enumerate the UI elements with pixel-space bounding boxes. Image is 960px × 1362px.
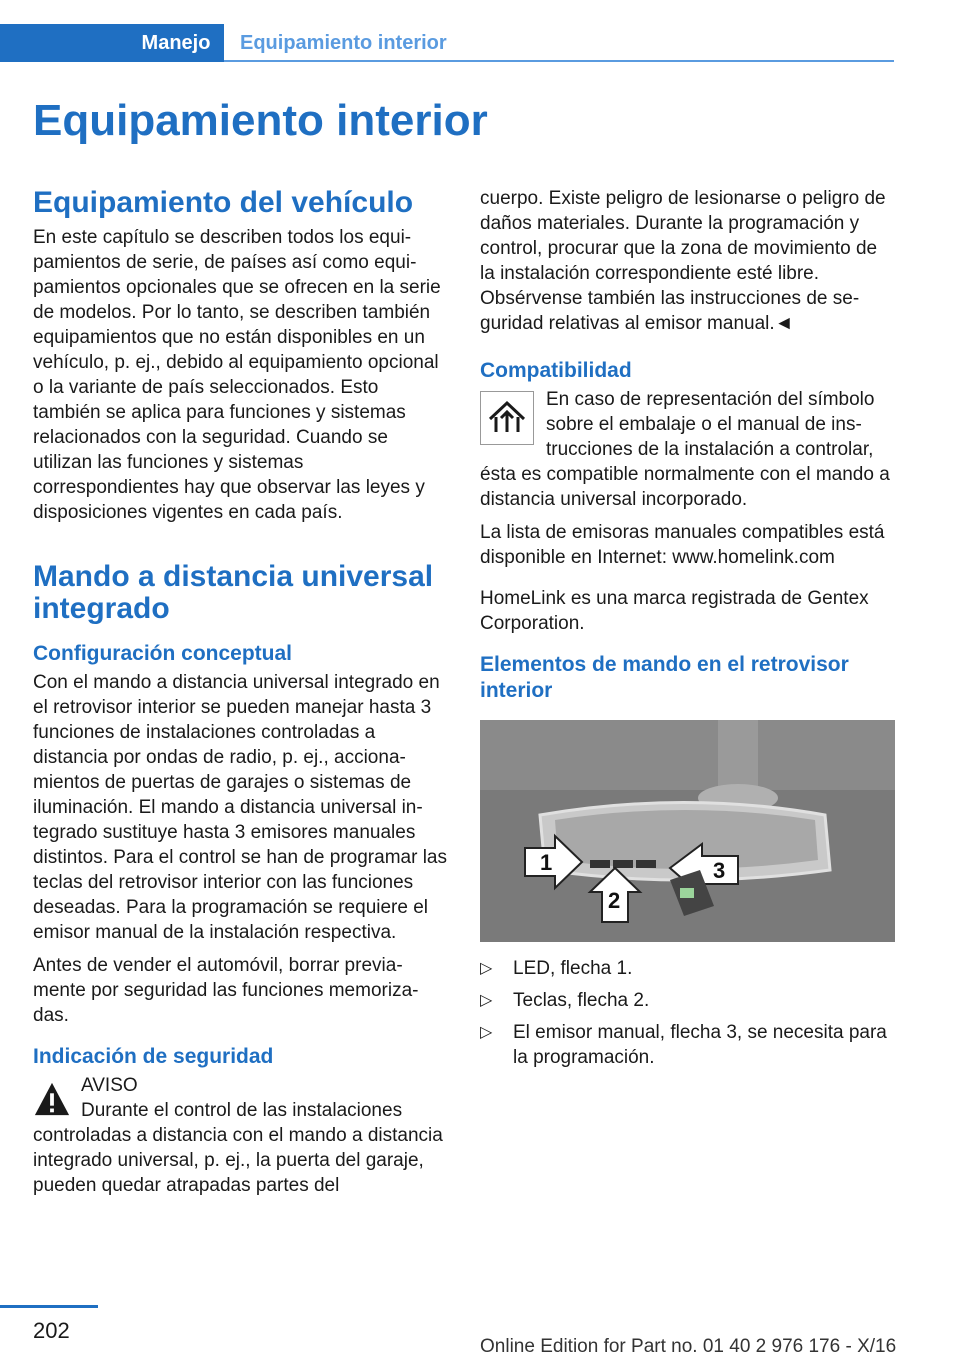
heading-mirror-controls: Elementos de mando en el retrovisor interior [480, 653, 849, 702]
warning-label: AVISO [81, 1075, 138, 1096]
warning-block [33, 1073, 447, 1198]
paragraph-compatible-list: La lista de emisoras manuales compatibles está disponible en Internet: www.homelink.com [480, 522, 885, 568]
header-bar [0, 24, 128, 62]
triangle-bullet-icon: ▷ [480, 992, 493, 1009]
bullet-list [480, 956, 895, 1070]
triangle-bullet-icon: ▷ [480, 960, 493, 977]
page-title: Equipamiento interior [33, 96, 488, 145]
callout-1: 1 [540, 850, 553, 875]
paragraph-concept: Con el mando a distancia universal integrado en el retrovisor interior se pueden manejar hasta 3 funciones de instalaciones controladas a distancia por ondas de radio, p. ej., accionamientos de puertas de garajes o sistemas de iluminación. El mando a distancia universal integrado sustituye hasta 3 emisores manuales distintos. Para el control se han de programar las teclas del retrovisor interior con las funciones deseadas. Para la programación se requiere el emisor manual de la instalación respectiva. [33, 672, 447, 943]
callout-3: 3 [713, 858, 726, 883]
header-tab-manejo[interactable]: Manejo [128, 24, 224, 62]
callout-2: 2 [608, 888, 621, 913]
paragraph-before-selling: Antes de vender el automóvil, borrar previamente por seguridad las funciones memorizadas. [33, 955, 419, 1026]
header-section[interactable]: Equipamiento interior [240, 31, 447, 54]
paragraph-compatibility: En caso de representación del símbolo sobre el embalaje o el manual de instrucciones de la instalación a controlar, ésta es compatible normalmente con el mando a distancia universal incorporado. [480, 389, 890, 510]
list-item: ▷ Teclas, flecha 2. [480, 990, 650, 1011]
paragraph-vehicle-equipment: En este capítulo se describen todos los equipamientos de serie, de países así como equipamientos opcionales que se ofrecen en la serie de modelos. Por lo tanto, se describen también equipamientos que no están disponibles en un vehículo, p. ej., debido al equipamiento opcional o la variante de país seleccionados. Esto también se aplica para funciones y sistemas relacionados con la seguridad. Cuando se utilizan las funciones y sistemas correspondientes hay que observar las leyes y disposiciones vigentes en cada país. [33, 227, 441, 523]
heading-concept: Configuración conceptual [33, 642, 293, 665]
compatibility-block [480, 387, 895, 512]
paragraph-trademark: HomeLink es una marca registrada de Gentex Corporation. [480, 588, 869, 634]
footer-edition: Online Edition for Part no. 01 40 2 976 176 - X/16 [480, 1336, 897, 1357]
footer-rule [0, 1305, 98, 1308]
warning-continuation: cuerpo. Existe peligro de lesionarse o peligro de daños materiales. Durante la programación y control, procurar que la zona de movimiento de la instalación correspondiente esté libre. Obsérvense también las instrucciones de seguridad relativas al emisor manual.◄ [480, 188, 886, 334]
heading-universal-remote: Mando a distancia universal integrado [33, 560, 434, 625]
triangle-bullet-icon: ▷ [480, 1024, 493, 1041]
mirror-photo [480, 720, 895, 942]
heading-safety: Indicación de seguridad [33, 1045, 274, 1068]
heading-compatibility: Compatibilidad [480, 359, 632, 382]
homelink-compat-icon [480, 391, 534, 445]
header-rule [224, 60, 894, 62]
list-item: ▷ LED, flecha 1. [480, 958, 633, 979]
heading-vehicle-equipment: Equipamiento del vehículo [33, 186, 414, 219]
warning-icon [33, 1079, 71, 1119]
page-number: 202 [33, 1318, 70, 1343]
left-column [33, 186, 447, 1198]
list-item: ▷ El emisor manual, flecha 3, se necesita para la programación. [480, 1022, 887, 1068]
warning-text: Durante el control de las instalaciones controladas a distancia con el mando a distancia integrado universal, p. ej., la puerta del garaje, pueden quedar atrapadas partes del [33, 1100, 443, 1196]
mirror-illustration [480, 720, 895, 942]
right-column [480, 186, 895, 1077]
